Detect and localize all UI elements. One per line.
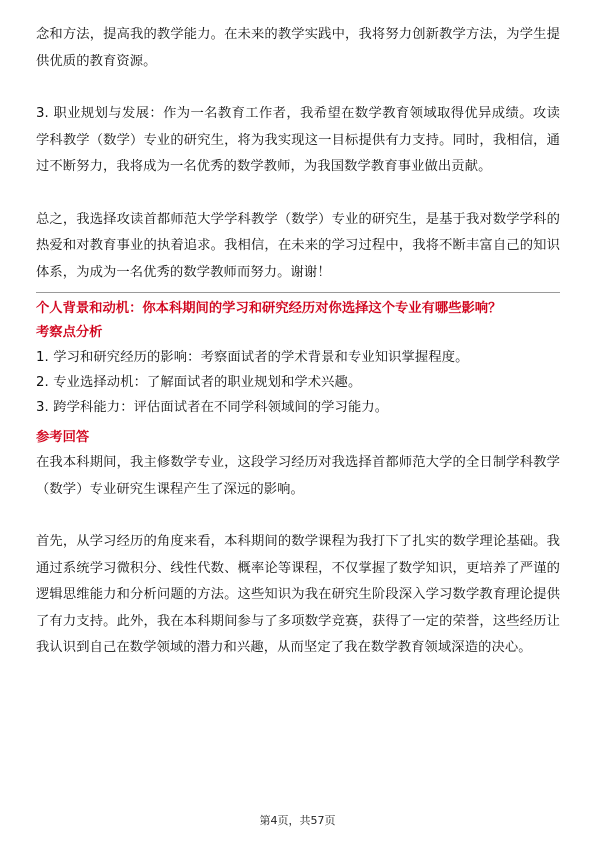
- paragraph-career-plan: 3. 职业规划与发展：作为一名教育工作者，我希望在数学教育领域取得优异成绩。攻读学科教学（数学）专业的研究生，将为我实现这一目标提供有力支持。同时，我相信，通过不断努力，我将成为一名优秀的数学教师，为我国数学教育事业做出贡献。: [36, 106, 560, 174]
- document-page: [36, 22, 560, 662]
- analysis-item-1: 1. 学习和研究经历的影响：考察面试者的学术背景和专业知识掌握程度。: [36, 350, 469, 365]
- page-number: 第4页，共57页: [259, 814, 336, 827]
- section-divider: [36, 292, 560, 293]
- analysis-item-3: 3. 跨学科能力：评估面试者在不同学科领域间的学习能力。: [36, 400, 389, 415]
- analysis-item-2: 2. 专业选择动机：了解面试者的职业规划和学术兴趣。: [36, 375, 362, 390]
- paragraph-intro-end: 念和方法，提高我的教学能力。在未来的教学实践中，我将努力创新教学方法，为学生提供优质的教育资源。: [36, 27, 560, 69]
- analysis-heading: 考察点分析: [36, 325, 103, 340]
- answer-paragraph-2: 首先，从学习经历的角度来看，本科期间的数学课程为我打下了扎实的数学理论基础。我通过系统学习微积分、线性代数、概率论等课程，不仅掌握了数学知识，更培养了严谨的逻辑思维能力和分析问题的方法。这些知识为我在研究生阶段深入学习数学教育理论提供了有力支持。此外，我在本科期间参与了多项数学竞赛，获得了一定的荣誉，这些经历让我认识到自己在数学领域的潜力和兴趣，从而坚定了我在数学教育领域深造的决心。: [36, 534, 560, 655]
- answer-paragraph-1: 在我本科期间，我主修数学专业，这段学习经历对我选择首都师范大学的全日制学科教学（数学）专业研究生课程产生了深远的影响。: [36, 455, 560, 497]
- paragraph-conclusion: 总之，我选择攻读首都师范大学学科教学（数学）专业的研究生，是基于我对数学学科的热爱和对教育事业的执着追求。我相信，在未来的学习过程中，我将不断丰富自己的知识体系，为成为一名优秀的数学教师而努力。谢谢！: [36, 211, 560, 280]
- answer-heading: 参考回答: [36, 430, 90, 445]
- question-title: 个人背景和动机：你本科期间的学习和研究经历对你选择这个专业有哪些影响？: [36, 301, 502, 316]
